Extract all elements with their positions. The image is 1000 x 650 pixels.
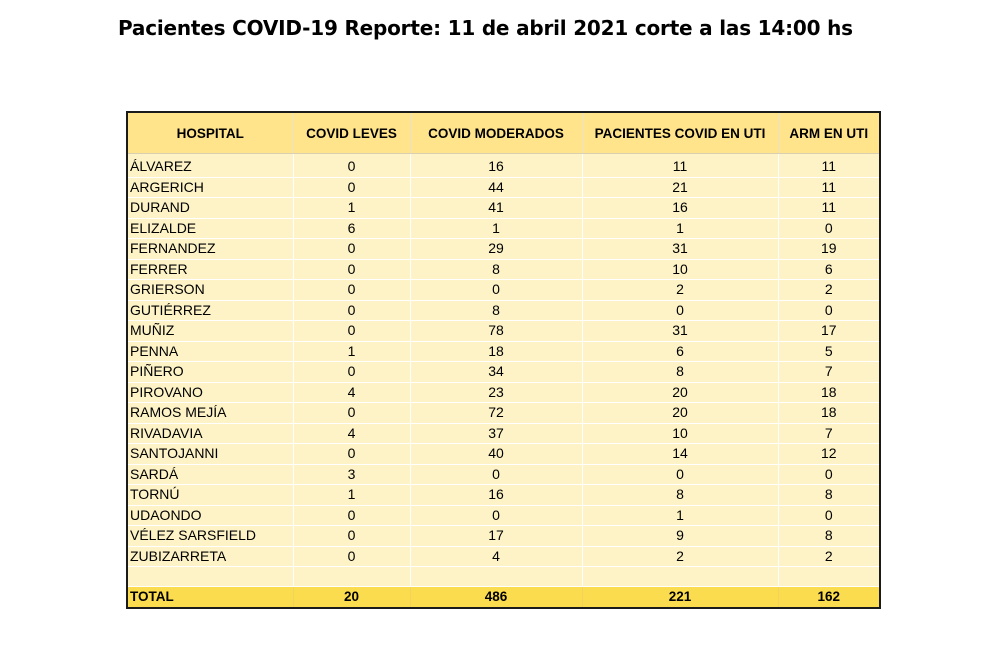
table-row — [127, 423, 880, 444]
arm-uti-value: 0 — [778, 300, 880, 321]
covid-moderados-value: 37 — [410, 423, 582, 444]
covid-moderados-value: 0 — [410, 280, 582, 301]
empty-cell — [127, 567, 293, 587]
covid-leves-value: 0 — [293, 177, 410, 198]
pacientes-uti-value: 31 — [582, 321, 778, 342]
hospital-name: ÁLVAREZ — [127, 154, 293, 178]
covid-moderados-value: 0 — [410, 505, 582, 526]
total-pacientes-uti: 221 — [582, 587, 778, 609]
covid-moderados-value: 34 — [410, 362, 582, 383]
arm-uti-value: 6 — [778, 259, 880, 280]
arm-uti-value: 7 — [778, 423, 880, 444]
pacientes-uti-value: 6 — [582, 341, 778, 362]
hospital-name: TORNÚ — [127, 485, 293, 506]
arm-uti-value: 7 — [778, 362, 880, 383]
hospital-name: RAMOS MEJÍA — [127, 403, 293, 424]
table-row — [127, 198, 880, 219]
pacientes-uti-value: 14 — [582, 444, 778, 465]
covid-leves-value: 0 — [293, 526, 410, 547]
table-header — [127, 112, 880, 154]
hospital-name: UDAONDO — [127, 505, 293, 526]
covid-leves-value: 0 — [293, 280, 410, 301]
pacientes-uti-value: 1 — [582, 505, 778, 526]
arm-uti-value: 2 — [778, 546, 880, 567]
covid-moderados-value: 72 — [410, 403, 582, 424]
pacientes-uti-value: 9 — [582, 526, 778, 547]
covid-leves-value: 0 — [293, 239, 410, 260]
table-row — [127, 505, 880, 526]
covid-moderados-value: 29 — [410, 239, 582, 260]
table-row — [127, 546, 880, 567]
pacientes-uti-value: 21 — [582, 177, 778, 198]
pacientes-uti-value: 1 — [582, 218, 778, 239]
covid-moderados-value: 18 — [410, 341, 582, 362]
covid-leves-value: 1 — [293, 198, 410, 219]
column-header-pacientes-uti: PACIENTES COVID EN UTI — [582, 112, 778, 154]
covid-moderados-value: 8 — [410, 259, 582, 280]
table-body — [127, 154, 880, 587]
pacientes-uti-value: 8 — [582, 362, 778, 383]
hospital-name: RIVADAVIA — [127, 423, 293, 444]
pacientes-uti-value: 0 — [582, 300, 778, 321]
hospital-name: DURAND — [127, 198, 293, 219]
column-header-covid-moderados: COVID MODERADOS — [410, 112, 582, 154]
empty-cell — [293, 567, 410, 587]
covid-moderados-value: 4 — [410, 546, 582, 567]
hospital-report-table — [126, 111, 881, 609]
covid-moderados-value: 44 — [410, 177, 582, 198]
pacientes-uti-value: 0 — [582, 464, 778, 485]
pacientes-uti-value: 11 — [582, 154, 778, 178]
hospital-name: ELIZALDE — [127, 218, 293, 239]
table-row — [127, 526, 880, 547]
spacer-row — [127, 567, 880, 587]
hospital-name: GRIERSON — [127, 280, 293, 301]
covid-moderados-value: 78 — [410, 321, 582, 342]
covid-leves-value: 0 — [293, 505, 410, 526]
table-row — [127, 321, 880, 342]
hospital-name: SARDÁ — [127, 464, 293, 485]
arm-uti-value: 19 — [778, 239, 880, 260]
hospital-name: MUÑIZ — [127, 321, 293, 342]
covid-leves-value: 4 — [293, 423, 410, 444]
hospital-name: PENNA — [127, 341, 293, 362]
hospital-name: SANTOJANNI — [127, 444, 293, 465]
hospital-name: ARGERICH — [127, 177, 293, 198]
pacientes-uti-value: 31 — [582, 239, 778, 260]
table-row — [127, 341, 880, 362]
total-label: TOTAL — [127, 587, 293, 609]
hospital-name: FERNANDEZ — [127, 239, 293, 260]
table-footer — [127, 587, 880, 609]
pacientes-uti-value: 2 — [582, 546, 778, 567]
hospital-name: ZUBIZARRETA — [127, 546, 293, 567]
covid-leves-value: 0 — [293, 259, 410, 280]
covid-moderados-value: 16 — [410, 485, 582, 506]
table-row — [127, 218, 880, 239]
arm-uti-value: 0 — [778, 505, 880, 526]
covid-leves-value: 0 — [293, 444, 410, 465]
column-header-covid-leves: COVID LEVES — [293, 112, 410, 154]
table-row — [127, 280, 880, 301]
covid-moderados-value: 0 — [410, 464, 582, 485]
arm-uti-value: 8 — [778, 526, 880, 547]
covid-leves-value: 1 — [293, 341, 410, 362]
table-row — [127, 259, 880, 280]
table-row — [127, 239, 880, 260]
pacientes-uti-value: 8 — [582, 485, 778, 506]
covid-leves-value: 0 — [293, 403, 410, 424]
covid-moderados-value: 16 — [410, 154, 582, 178]
hospital-name: PIÑERO — [127, 362, 293, 383]
covid-moderados-value: 41 — [410, 198, 582, 219]
arm-uti-value: 2 — [778, 280, 880, 301]
covid-moderados-value: 1 — [410, 218, 582, 239]
covid-leves-value: 3 — [293, 464, 410, 485]
arm-uti-value: 18 — [778, 403, 880, 424]
column-header-hospital: HOSPITAL — [127, 112, 293, 154]
total-arm-uti: 162 — [778, 587, 880, 609]
hospital-name: PIROVANO — [127, 382, 293, 403]
arm-uti-value: 11 — [778, 154, 880, 178]
column-header-arm-uti: ARM EN UTI — [778, 112, 880, 154]
pacientes-uti-value: 16 — [582, 198, 778, 219]
arm-uti-value: 5 — [778, 341, 880, 362]
total-row — [127, 587, 880, 609]
covid-moderados-value: 23 — [410, 382, 582, 403]
arm-uti-value: 17 — [778, 321, 880, 342]
covid-leves-value: 0 — [293, 154, 410, 178]
covid-leves-value: 0 — [293, 300, 410, 321]
table-row — [127, 444, 880, 465]
table-row — [127, 362, 880, 383]
covid-moderados-value: 40 — [410, 444, 582, 465]
table-row — [127, 382, 880, 403]
pacientes-uti-value: 20 — [582, 403, 778, 424]
page-title: Pacientes COVID-19 Reporte: 11 de abril 2021 corte a las 14:00 hs — [118, 16, 853, 40]
arm-uti-value: 18 — [778, 382, 880, 403]
covid-leves-value: 0 — [293, 362, 410, 383]
covid-leves-value: 6 — [293, 218, 410, 239]
pacientes-uti-value: 10 — [582, 259, 778, 280]
hospital-name: GUTIÉRREZ — [127, 300, 293, 321]
empty-cell — [778, 567, 880, 587]
arm-uti-value: 12 — [778, 444, 880, 465]
hospital-name: VÉLEZ SARSFIELD — [127, 526, 293, 547]
table-row — [127, 177, 880, 198]
covid-leves-value: 4 — [293, 382, 410, 403]
arm-uti-value: 0 — [778, 218, 880, 239]
arm-uti-value: 0 — [778, 464, 880, 485]
pacientes-uti-value: 20 — [582, 382, 778, 403]
covid-leves-value: 0 — [293, 546, 410, 567]
table-row — [127, 403, 880, 424]
empty-cell — [410, 567, 582, 587]
covid-leves-value: 1 — [293, 485, 410, 506]
arm-uti-value: 11 — [778, 198, 880, 219]
pacientes-uti-value: 2 — [582, 280, 778, 301]
arm-uti-value: 8 — [778, 485, 880, 506]
arm-uti-value: 11 — [778, 177, 880, 198]
covid-moderados-value: 8 — [410, 300, 582, 321]
table-row — [127, 300, 880, 321]
hospital-name: FERRER — [127, 259, 293, 280]
total-covid-leves: 20 — [293, 587, 410, 609]
table-row — [127, 154, 880, 178]
covid-moderados-value: 17 — [410, 526, 582, 547]
empty-cell — [582, 567, 778, 587]
table-row — [127, 485, 880, 506]
pacientes-uti-value: 10 — [582, 423, 778, 444]
total-covid-moderados: 486 — [410, 587, 582, 609]
table-row — [127, 464, 880, 485]
covid-leves-value: 0 — [293, 321, 410, 342]
header-row — [127, 112, 880, 154]
